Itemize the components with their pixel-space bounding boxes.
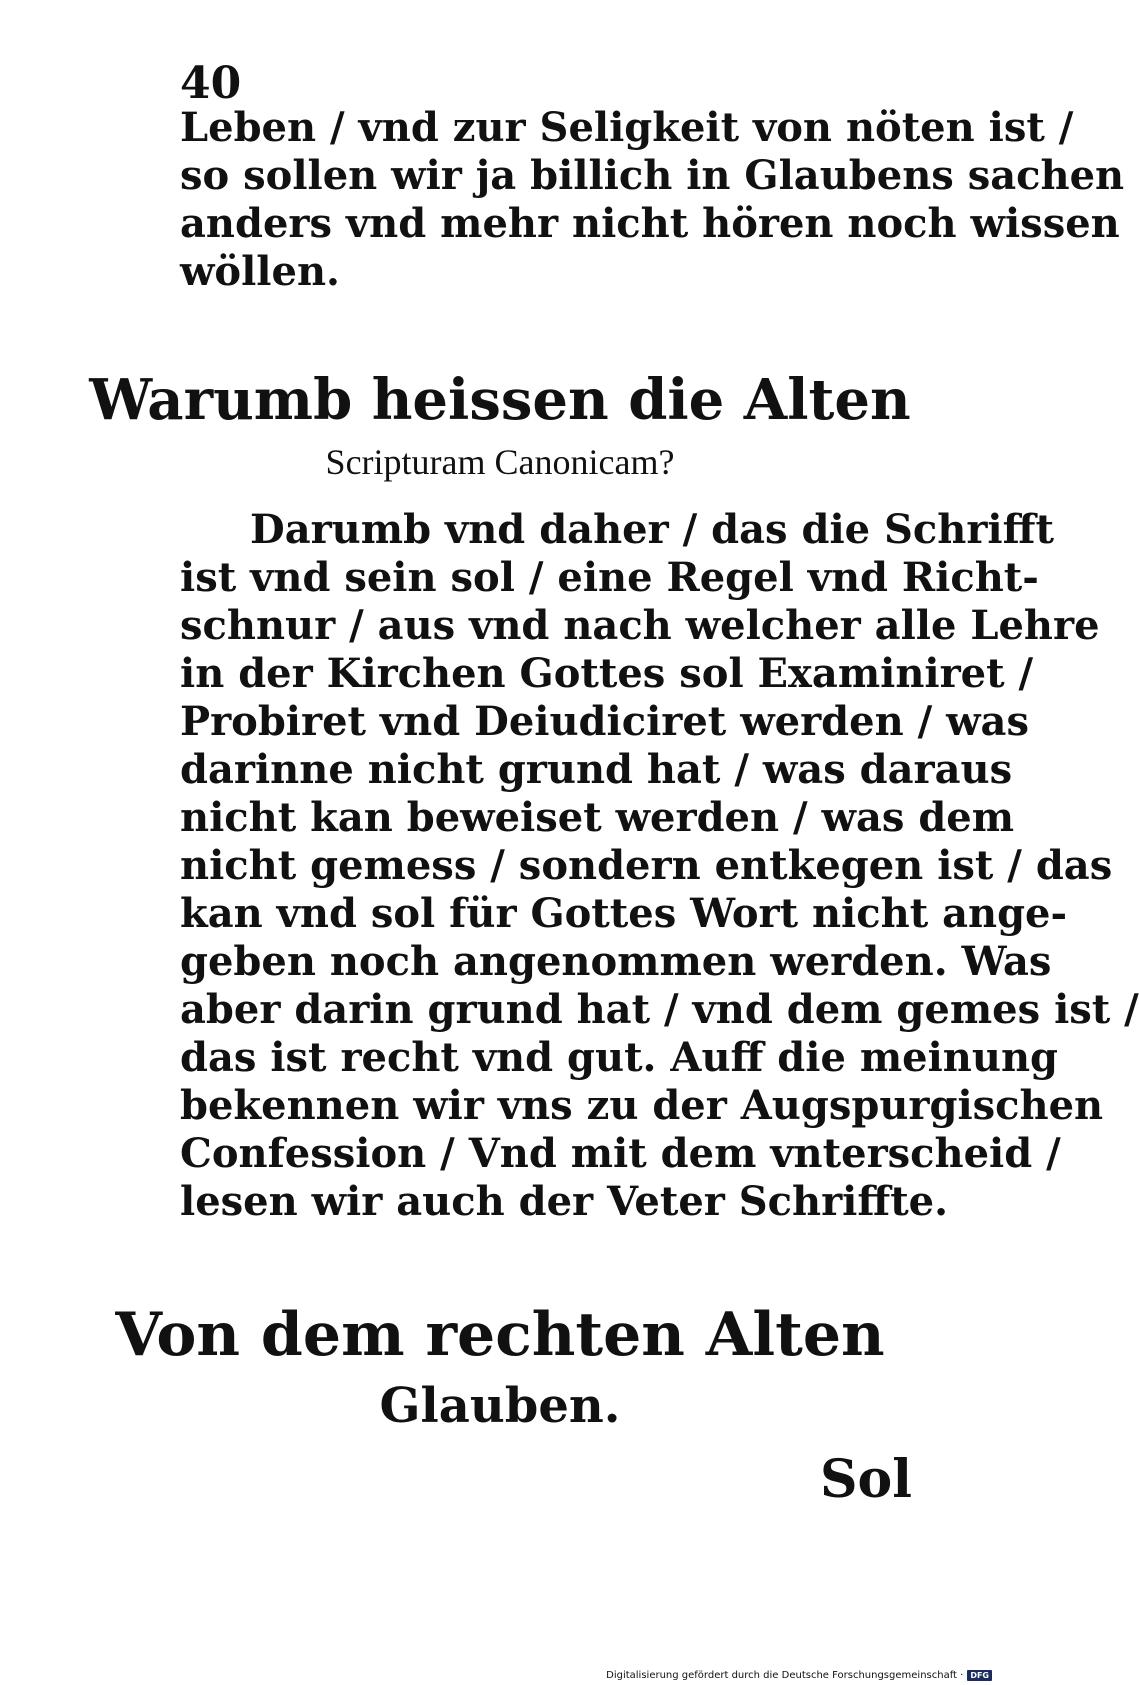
catchword: Sol — [820, 1449, 912, 1510]
text-line: kan vnd sol für Gottes Wort nicht ange- — [180, 890, 1068, 937]
text-line: bekennen wir vns zu der Augspurgischen — [180, 1082, 1104, 1129]
answer-paragraph — [180, 506, 1139, 1226]
text-line: ist vnd sein sol / eine Regel vnd Richt- — [180, 554, 1039, 601]
digitization-footer — [606, 1670, 992, 1681]
section-heading: Von dem rechten Alten — [115, 1300, 885, 1370]
text-line: geben noch angenommen werden. Was — [180, 938, 1052, 985]
text-line: das ist recht vnd gut. Auff die meinung — [180, 1034, 1059, 1081]
text-line: anders vnd mehr nicht hören noch wissen — [180, 200, 1120, 247]
text-line: nicht kan beweiset werden / was dem — [180, 794, 1015, 841]
text-line: aber darin grund hat / vnd dem gemes ist / — [180, 986, 1139, 1033]
text-line: in der Kirchen Gottes sol Examiniret / — [180, 650, 1034, 697]
text-line: wöllen. — [180, 248, 340, 295]
text-line: schnur / aus vnd nach welcher alle Lehre — [180, 602, 1100, 649]
footer-text: Digitalisierung gefördert durch die Deutsche Forschungsgemeinschaft · — [606, 1670, 964, 1681]
text-line: nicht gemess / sondern entkegen ist / das — [180, 842, 1113, 889]
text-line: darinne nicht grund hat / was daraus — [180, 746, 1013, 793]
section-heading: Warumb heissen die Alten — [89, 367, 911, 433]
section-subheading-latin: Scripturam Canonicam? — [325, 442, 675, 482]
page-number: 40 — [180, 58, 242, 109]
text-line: so sollen wir ja billich in Glaubens sachen — [180, 152, 1125, 199]
section-subheading: Glauben. — [379, 1378, 621, 1434]
text-line: Confession / Vnd mit dem vnterscheid / — [180, 1130, 1061, 1177]
dfg-logo: DFG — [967, 1670, 992, 1681]
paragraph-continued — [180, 104, 1125, 296]
text-line: Leben / vnd zur Seligkeit von nöten ist / — [180, 104, 1074, 151]
text-line: Darumb vnd daher / das die Schrifft — [250, 506, 1054, 553]
text-line: lesen wir auch der Veter Schriffte. — [180, 1178, 949, 1225]
text-line: Probiret vnd Deiudiciret werden / was — [180, 698, 1029, 745]
